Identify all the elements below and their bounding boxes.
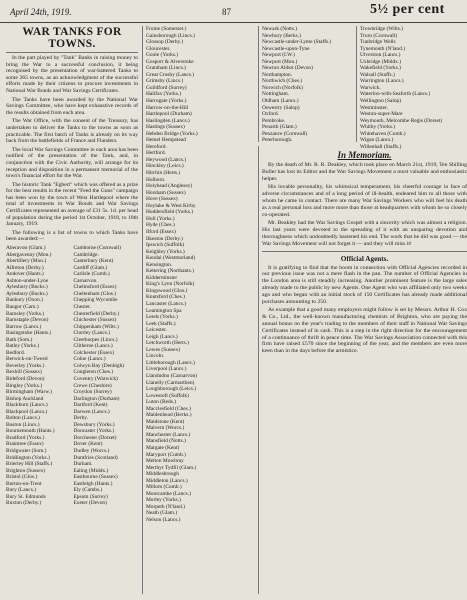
town-entry: Berwick-on-Tweed xyxy=(6,356,48,363)
town-entry: Braintree (Essex) xyxy=(6,441,44,448)
town-entry: Bridlington (Yorks.) xyxy=(6,454,50,461)
town-entry: Hinckley (Leics.) xyxy=(146,163,184,170)
town-entry: Bradford (Yorks.) xyxy=(6,434,45,441)
column-towns-3a xyxy=(258,26,356,142)
town-entry: Northwich (Ches.) xyxy=(262,78,303,85)
town-entry: Cleethorpes (Lincs.) xyxy=(73,336,118,343)
town-entry: Penzance (Cornwall) xyxy=(262,130,308,137)
town-entry: Neath (Glam.) xyxy=(146,510,178,517)
town-entry: Gainsborough (Lincs.) xyxy=(146,32,195,39)
war-tanks-paragraph: The Tanks have been awarded by the National War Savings Committee, who have kept exhaustive records of the results obtained from each area. xyxy=(6,96,138,116)
town-entry: Cambridge. xyxy=(73,251,99,258)
town-entry: Beverley (Yorks.) xyxy=(6,362,45,369)
war-tanks-paragraph: The historic Tank "Egbert" which was offered as a prize for the best results in the recent "Feed the Guns" campaign has been won by the town of West Hartlepool where the total of investments in War Bonds and War Savings Certificates represented an average of £31 5s. 1d. per head of population during the period 1st October, 1918, to 18th January, 1919. xyxy=(6,181,138,228)
town-entry: Leicester. xyxy=(146,327,167,334)
town-entry: Melton Mowbray xyxy=(146,458,184,465)
town-entry: Chorley (Lancs.) xyxy=(73,330,111,337)
town-entry: Morley (Yorks.) xyxy=(146,497,181,504)
column-towns-2 xyxy=(142,26,258,594)
interest-rate-banner: 5½ per cent xyxy=(370,2,445,17)
town-entry: Newport (I.W.) xyxy=(262,52,295,59)
town-entry: Trowbridge (Wilts.) xyxy=(360,26,404,32)
town-entry: Ulverston (Lancs.) xyxy=(360,52,401,59)
war-tanks-heading: WAR TANKS FOR TOWNS. xyxy=(6,26,138,53)
town-entry: Letchworth (Herts.) xyxy=(146,340,189,347)
town-entry: Newcastle-upon-Tyne xyxy=(262,45,310,52)
town-entry: Hastings (Sussex) xyxy=(146,124,185,131)
town-entry: Bishop Auckland xyxy=(6,395,44,402)
town-entry: Oxford. xyxy=(262,111,279,118)
town-entry: Northampton. xyxy=(262,71,293,78)
town-entry: Colne (Lancs.) xyxy=(73,356,106,363)
town-entry: Keighley (Yorks.) xyxy=(146,248,185,255)
town-entry: Pembroke. xyxy=(262,117,286,124)
town-entry: King's Lynn (Norfolk) xyxy=(146,281,195,288)
town-entry: Newbury (Berks.) xyxy=(262,32,301,39)
town-entry: Luton (Beds.) xyxy=(146,399,176,406)
town-entry: Grimsby (Lincs.) xyxy=(146,78,184,85)
town-entry: Newport (Mon.) xyxy=(262,58,298,65)
town-entry: Congleton (Ches.) xyxy=(73,369,114,376)
town-entry: Aberavon (Glam.) xyxy=(6,245,46,252)
war-tanks-paragraph: The War Office, with the consent of the Treasury, has undertaken to deliver the Tanks to the towns as soon as practicable. The first batch of Tanks is already on its way back from the battlefields of France and Flanders. xyxy=(6,118,138,145)
town-entry: Hove (Sussex) xyxy=(146,196,178,203)
town-entry: Peterborough. xyxy=(262,137,293,144)
town-entry: Harrogate (Yorks.) xyxy=(146,98,187,105)
town-entry: Cheltenham (Glos.) xyxy=(73,290,117,297)
town-entry: Wellington (Salop) xyxy=(360,98,402,105)
town-entry: Doncaster (Yorks.) xyxy=(73,428,115,435)
town-entry: Kettering (Northants.) xyxy=(146,268,194,275)
town-entry: Weymouth, Melcombe Regis (Dorset) xyxy=(360,117,443,124)
town-entry: Bolton (Lancs.) xyxy=(6,415,40,422)
war-tanks-paragraph: In the part played by "Tank" Banks in raising money to bring the War to a successful conclusion, it being recognised by the presentation of war-battered Tanks to some 265 towns, as an acknowledgment of the successful efforts made by their citizens to procure investments in National War Bonds and War Savings Certificates. xyxy=(6,55,138,94)
town-entry: Maryport (Cumb.) xyxy=(146,451,186,458)
town-entry: Wakefield (Yorks.) xyxy=(360,65,401,72)
town-entry: Penarth (Glam.) xyxy=(262,124,297,131)
town-entry: Leamington Spa xyxy=(146,307,182,314)
town-entry: Barnsley (Yorks.) xyxy=(6,310,45,317)
town-entry: Whitby (Yorks.) xyxy=(360,124,396,131)
town-entry: Hyde (Ches.) xyxy=(146,222,175,229)
town-entry: Derby. xyxy=(73,415,88,422)
page-number: 87 xyxy=(222,7,231,17)
town-entry: Birmingham (Warw.) xyxy=(6,389,52,396)
town-entry: Merthyr Tydfil (Glam.) xyxy=(146,464,197,471)
town-entry: Willenhall (Staffs.) xyxy=(360,143,402,150)
town-entry: Kendal (Westmorland) xyxy=(146,255,196,262)
in-memoriam-heading: In Memoriam. xyxy=(337,150,392,160)
town-entry: Malvern (Worcs.) xyxy=(146,425,185,432)
town-entry: Newcastle-under-Lyme (Staffs.) xyxy=(262,39,332,46)
town-entry: Dartford (Kent) xyxy=(73,402,108,409)
town-entry: Alfreton (Derby.) xyxy=(6,264,44,271)
town-entry: Canterbury (Kent) xyxy=(73,258,114,265)
town-entry: Abertillery (Mon.) xyxy=(6,258,47,265)
town-entry: Eastbourne (Sussex) xyxy=(73,474,118,481)
town-entry: Maidstone (Kent) xyxy=(146,418,185,425)
town-entry: Chippenham (Wilts.) xyxy=(73,323,119,330)
town-entry: Leek (Staffs.) xyxy=(146,320,176,327)
town-entry: Nottingham. xyxy=(262,91,290,98)
town-entry: Chesterfield (Derby.) xyxy=(73,310,120,317)
town-entry: Lancaster (Lancs.) xyxy=(146,300,187,307)
town-entry: Bideford (Devon) xyxy=(6,375,45,382)
town-entry: Dumfries (Scotland) xyxy=(73,454,118,461)
town-entry: Basingstoke (Hants.) xyxy=(6,330,52,337)
war-tanks-paragraph: The following is a list of towns to which Tanks have been awarded:— xyxy=(6,229,138,243)
town-entry: Tunbridge Wells xyxy=(360,39,396,46)
town-entry: Littleborough (Lancs.) xyxy=(146,359,195,366)
town-entry: Kensington. xyxy=(146,261,173,268)
column-war-tanks xyxy=(6,26,138,594)
in-memoriam-paragraph: Mr. Beakley had the War Savings Gospel with a sincerity which was almost a religion. His last years were devoted to the spreading of it with an unsparing devotion and thoroughness which undoubtedly hastened his end. The work that he did was good — the War Savings Movement will not forget it — and they will miss it! xyxy=(262,220,467,247)
town-entry: Barrow (Lancs.) xyxy=(6,323,42,330)
town-entry: Loughborough (Leics.) xyxy=(146,386,197,393)
town-entry: Chester. xyxy=(73,303,92,310)
town-entry: Ashton-under-Lyne xyxy=(6,277,49,284)
town-entry: Bury St. Edmunds xyxy=(6,493,46,500)
town-entry: Holyhead (Anglesey) xyxy=(146,183,193,190)
town-entry: Banbury (Oxon.) xyxy=(6,297,43,304)
column-towns-3b xyxy=(356,26,467,150)
town-entry: Nelson (Lancs.) xyxy=(146,517,181,524)
town-entry: Blackpool (Lancs.) xyxy=(6,408,48,415)
town-entry: Middlesbrough xyxy=(146,471,179,478)
town-entry: Holborn. xyxy=(146,176,166,183)
town-entry: Weston-super-Mare xyxy=(360,111,403,118)
town-entry: Whitehaven (Cumb.) xyxy=(360,130,406,137)
official-agents-heading: Official Agents. xyxy=(340,254,389,263)
town-entry: Darlington (Durham) xyxy=(73,395,120,402)
town-entry: Darwen (Lancs.) xyxy=(73,408,110,415)
issue-date: April 24th, 1919. xyxy=(10,7,72,17)
town-entry: Boston (Lincs.) xyxy=(6,421,40,428)
town-entry: Great Crosby (Lancs.) xyxy=(146,71,195,78)
town-entry: Hoylake & West Kirby xyxy=(146,202,196,209)
towns-sublist-right xyxy=(74,245,139,507)
town-entry: Hertford. xyxy=(146,150,166,157)
official-agents-paragraph: As example that a good many employers might follow is set by Messrs. Arthur H. Cox & Co., Ltd., the well-known manufacturing chemists of Brighton, who are paying the annual bonus on the year's trading to the members of their staff in National War Savings Certificates instead of in cash. This is a step in the right direction for the encouragement of a continuance of thrift in peace time. The War Savings Association connected with this firm have raised £570 since the beginning of the year, and the members are even more keen than in the days before the armistice. xyxy=(262,307,467,355)
town-entry: Macclesfield (Ches.) xyxy=(146,405,191,412)
town-entry: Blackburn (Lancs.) xyxy=(6,402,48,409)
town-entry: Clitheroe (Lancs.) xyxy=(73,343,113,350)
official-agents-paragraph: It is gratifying to find that the boom in connection with Official Agencies recorded in our previous issue was not a mere flash in the pan. The number of Official Agencies in the London area is still steadily increasing. Another prominent feature is the large sales already made to the public by new Agents. One Agent who was affiliated only two weeks ago and who began with an initial stock of 150 Certificates has already made additional purchases amounting to 250. xyxy=(262,264,467,305)
town-entry: Brighton (Sussex) xyxy=(6,467,46,474)
town-entry: Wigan (Lancs.) xyxy=(360,137,394,144)
town-entry: Huddersfield (Yorks.) xyxy=(146,209,194,216)
town-entry: Bingley (Yorks.) xyxy=(6,382,42,389)
town-entry: Hartlepool (Durham) xyxy=(146,111,192,118)
town-entry: Walsall (Staffs.) xyxy=(360,71,395,78)
town-entry: Bury (Lancs.) xyxy=(6,487,36,494)
town-entry: Abergavenny (Mon.) xyxy=(6,251,52,258)
town-entry: Heywood (Lancs.) xyxy=(146,156,187,163)
town-entry: Maidenhead (Berks.) xyxy=(146,412,192,419)
towns-list-col3b xyxy=(360,26,467,150)
town-entry: Warrington (Lancs.) xyxy=(360,78,404,85)
war-tanks-paragraph: The local War Savings Committee in each area has been notified of the presentation of the Tank, and, in conjunction with the Civic Authority, will arrange for its reception and disposition in a permanent memorial of the town's financial effort for the War. xyxy=(6,146,138,180)
town-entry: Ilford (Essex) xyxy=(146,228,176,235)
town-entry: Bath (Som.) xyxy=(6,336,33,343)
town-entry: Bedford. xyxy=(6,349,26,356)
town-entry: Oswestry (Salop) xyxy=(262,104,300,111)
town-entry: Grantham (Lincs.) xyxy=(146,65,186,72)
town-entry: Epsom (Surrey) xyxy=(73,493,108,500)
town-entry: Hereford. xyxy=(146,143,167,150)
town-entry: Carlisle (Cumb.) xyxy=(73,271,110,278)
town-entry: Tynemouth (N'land.) xyxy=(360,45,405,52)
town-entry: Liverpool (Lancs.) xyxy=(146,366,187,373)
town-entry: Middleton (Lancs.) xyxy=(146,477,188,484)
town-entry: Gosport & Alverstoke xyxy=(146,58,194,65)
towns-sublist-left xyxy=(6,245,71,507)
town-entry: Chichester (Sussex) xyxy=(73,317,117,324)
town-entry: Leigh (Lancs.) xyxy=(146,333,178,340)
town-entry: Hull (Yorks.) xyxy=(146,215,175,222)
towns-list-col2 xyxy=(146,26,258,524)
town-entry: Ipswich (Suffolk) xyxy=(146,242,185,249)
town-entry: Crewe (Cheshire) xyxy=(73,382,112,389)
town-entry: Goole (Yorks.) xyxy=(146,52,179,59)
town-entry: Warwick. xyxy=(360,84,381,91)
town-entry: Harrow-on-the-Hill xyxy=(146,104,189,111)
town-entry: Croydon (Surrey) xyxy=(73,389,112,396)
town-entry: Aylesbury (Bucks.) xyxy=(6,290,48,297)
town-entry: Ely (Cambs.) xyxy=(73,487,103,494)
town-entry: Ilkeston (Derby.) xyxy=(146,235,183,242)
town-entry: Llanelly (Carmarthen) xyxy=(146,379,195,386)
town-entry: Eastleigh (Hants.) xyxy=(73,480,113,487)
town-entry: Newton Abbot (Devon) xyxy=(262,65,313,72)
town-entry: Llandudno (Carnarvon) xyxy=(146,372,198,379)
column-articles xyxy=(258,143,467,594)
town-entry: Hitchin (Herts.) xyxy=(146,170,181,177)
town-entry: Bridgwater (Som.) xyxy=(6,447,47,454)
town-entry: Durham. xyxy=(73,461,93,468)
town-entry: Carnarvon. xyxy=(73,277,98,284)
page-header xyxy=(0,0,467,23)
town-entry: Horsham (Sussex) xyxy=(146,189,186,196)
town-entry: Andover (Hants.) xyxy=(6,271,44,278)
town-entry: Bristol (Glos.) xyxy=(6,474,38,481)
town-entry: Dorchester (Dorset) xyxy=(73,434,117,441)
town-entry: Barnstaple (Devon) xyxy=(6,317,49,324)
town-entry: Halifax (Yorks.) xyxy=(146,91,182,98)
town-entry: Dudley (Worcs.) xyxy=(73,447,110,454)
town-entry: Manchester (Lancs.) xyxy=(146,431,191,438)
town-entry: Frome (Somerset.) xyxy=(146,26,187,32)
town-entry: Norwich (Norfolk) xyxy=(262,84,303,91)
town-entry: Colchester (Essex) xyxy=(73,349,115,356)
town-entry: Guildford (Surrey) xyxy=(146,84,187,91)
town-entry: Bangor (Carn.) xyxy=(6,303,39,310)
town-entry: Waterloo-with-Seaforth (Lancs.) xyxy=(360,91,431,98)
town-entry: Ealing (Middx.) xyxy=(73,467,109,474)
town-entry: Aylesbury (Bucks.) xyxy=(6,284,48,291)
town-entry: Haslingden (Lancs.) xyxy=(146,117,190,124)
town-entry: Kingswood (Glos.) xyxy=(146,287,188,294)
town-entry: Knutsford (Ches.) xyxy=(146,294,185,301)
town-entry: Morpeth (N'land.) xyxy=(146,503,185,510)
town-entry: Dover (Kent) xyxy=(73,441,103,448)
section-divider xyxy=(262,251,467,252)
town-entry: Lowestoft (Suffolk) xyxy=(146,392,189,399)
towns-list-col3a xyxy=(262,26,356,144)
town-entry: Leeds (Yorks.) xyxy=(146,314,178,321)
town-entry: Morecambe (Lancs.) xyxy=(146,490,191,497)
town-entry: Chelmsford (Essex) xyxy=(73,284,117,291)
town-entry: Cardiff (Glam.) xyxy=(73,264,108,271)
town-entry: Truro (Cornwall) xyxy=(360,32,398,39)
town-entry: Millom (Cumb.) xyxy=(146,484,182,491)
town-entry: Gloucester. xyxy=(146,45,171,52)
town-entry: Westminster. xyxy=(360,104,388,111)
in-memoriam-paragraph: His lovable personality, his whimsical temperament, his cheerful courage in face of adverse circumstances and of a long period of ill-health, endeared him to all those with whom he came in contact. There are many War Savings Workers who will feel his death as a real personal loss and more more than those at headquarters with whom he so closely co-operated. xyxy=(262,184,467,218)
town-entry: Chepping Wycombe xyxy=(73,297,118,304)
town-entry: Bexhill (Sussex) xyxy=(6,369,42,376)
town-entry: Camborne (Cornwall) xyxy=(73,245,121,252)
town-entry: Coventry (Warwick) xyxy=(73,375,118,382)
town-entry: Burton-on-Trent xyxy=(6,480,42,487)
in-memoriam-paragraph: By the death of Mr. R. R. Deakley, which took place on March 21st, 1919, Ten Shilling Buller has lost its Editor and the War Savings Movement a most valuable and enthusiastic helper. xyxy=(262,162,467,182)
towns-list-col1 xyxy=(6,245,138,507)
town-entry: Dewsbury (Yorks.) xyxy=(73,421,115,428)
town-entry: Hemel Hempstead xyxy=(146,137,186,144)
town-entry: Brierley Hill (Staffs.) xyxy=(6,461,53,468)
town-entry: Lewes (Sussex) xyxy=(146,346,180,353)
town-entry: Mansfield (Notts.) xyxy=(146,438,186,445)
town-entry: Kidderminster xyxy=(146,274,178,281)
town-entry: Lincoln. xyxy=(146,353,165,360)
town-entry: Uxbridge (Middx.) xyxy=(360,58,402,65)
town-entry: Bournemouth (Hants.) xyxy=(6,428,55,435)
town-entry: Glossop (Derby.) xyxy=(146,39,184,46)
town-entry: Buxton (Derby.) xyxy=(6,500,42,507)
town-entry: Colwyn Bay (Denbigh) xyxy=(73,362,125,369)
town-entry: Newark (Notts.) xyxy=(262,26,298,32)
town-entry: Hebden Bridge (Yorks.) xyxy=(146,130,198,137)
town-entry: Margate (Kent) xyxy=(146,445,180,451)
town-entry: Batley (Yorks.) xyxy=(6,343,39,350)
town-entry: Oldham (Lancs.) xyxy=(262,98,299,105)
town-entry: Exeter (Devon) xyxy=(73,500,107,507)
